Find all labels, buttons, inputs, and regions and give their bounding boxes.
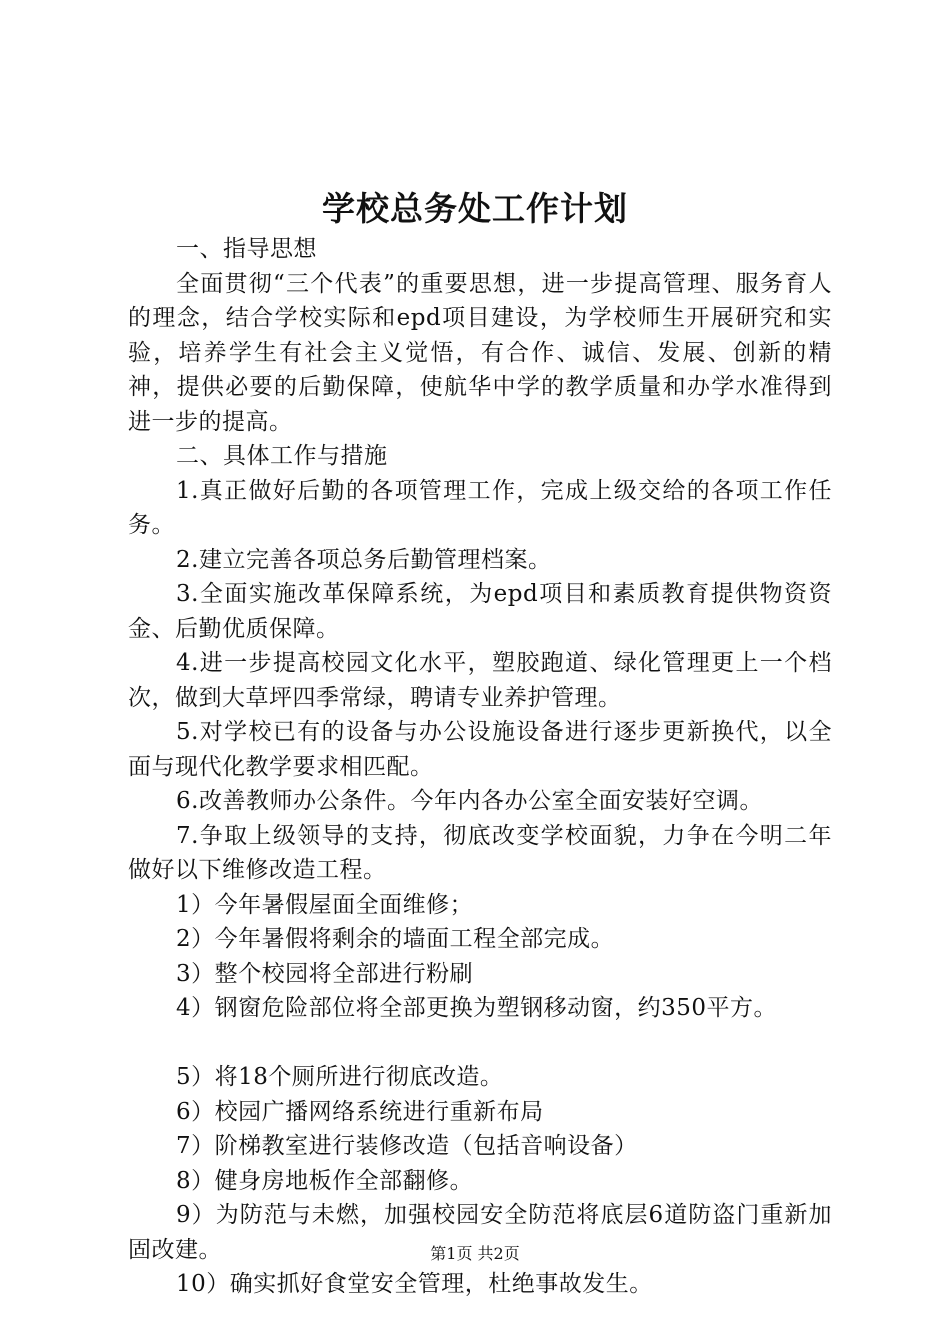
section-heading: 一、指导思想: [176, 236, 317, 262]
list-item: 5.对学校已有的设备与办公设施设备进行逐步更新换代，以全面与现代化教学要求相匹配。: [128, 719, 832, 780]
section-heading: 二、具体工作与措施: [176, 443, 388, 469]
document-title: 学校总务处工作计划: [322, 189, 628, 228]
document-body: [128, 232, 832, 1302]
sub-list-item: 6）校园广播网络系统进行重新布局: [176, 1098, 544, 1125]
sub-list-item: 7）阶梯教室进行装修改造（包括音响设备）: [176, 1133, 638, 1159]
list-item: 1.真正做好后勤的各项管理工作，完成上级交给的各项工作任务。: [128, 477, 832, 538]
sub-list-item: 4）钢窗危险部位将全部更换为塑钢移动窗，约350平方。: [176, 995, 778, 1021]
list-item: 7.争取上级领导的支持，彻底改变学校面貌，力争在今明二年做好以下维修改造工程。: [128, 822, 832, 883]
sub-list-item: 2）今年暑假将剩余的墙面工程全部完成。: [176, 926, 615, 952]
sub-list-item: 8）健身房地板作全部翻修。: [176, 1167, 474, 1194]
list-item: 2.建立完善各项总务后勤管理档案。: [176, 546, 552, 573]
sub-list-item: 3）整个校园将全部进行粉刷: [176, 960, 474, 987]
list-item: 3.全面实施改革保障系统，为epd项目和素质教育提供物资资金、后勤优质保障。: [128, 581, 832, 642]
sub-list-item: 5）将18个厕所进行彻底改造。: [176, 1064, 504, 1090]
blank-line: [128, 1026, 832, 1061]
sub-list-item: 10）确实抓好食堂安全管理，杜绝事故发生。: [176, 1271, 653, 1297]
sub-list-item: 9）为防范与未燃，加强校园安全防范将底层6道防盗门重新加固改建。: [128, 1202, 832, 1263]
paragraph: 全面贯彻“三个代表”的重要思想，进一步提高管理、服务育人的理念，结合学校实际和epd项目建设，为学校师生开展研究和实验，培养学生有社会主义觉悟，有合作、诚信、发展、创新的精神，提供必要的后勤保障，使航华中学的教学质量和办学水准得到进一步的提高。: [128, 270, 832, 435]
page-footer: 第1页 共2页: [430, 1244, 520, 1263]
list-item: 4.进一步提高校园文化水平，塑胶跑道、绿化管理更上一个档次，做到大草坪四季常绿，聘请专业养护管理。: [128, 650, 832, 711]
list-item: 6.改善教师办公条件。今年内各办公室全面安装好空调。: [176, 788, 763, 814]
sub-list-item: 1）今年暑假屋面全面维修；: [176, 891, 474, 918]
